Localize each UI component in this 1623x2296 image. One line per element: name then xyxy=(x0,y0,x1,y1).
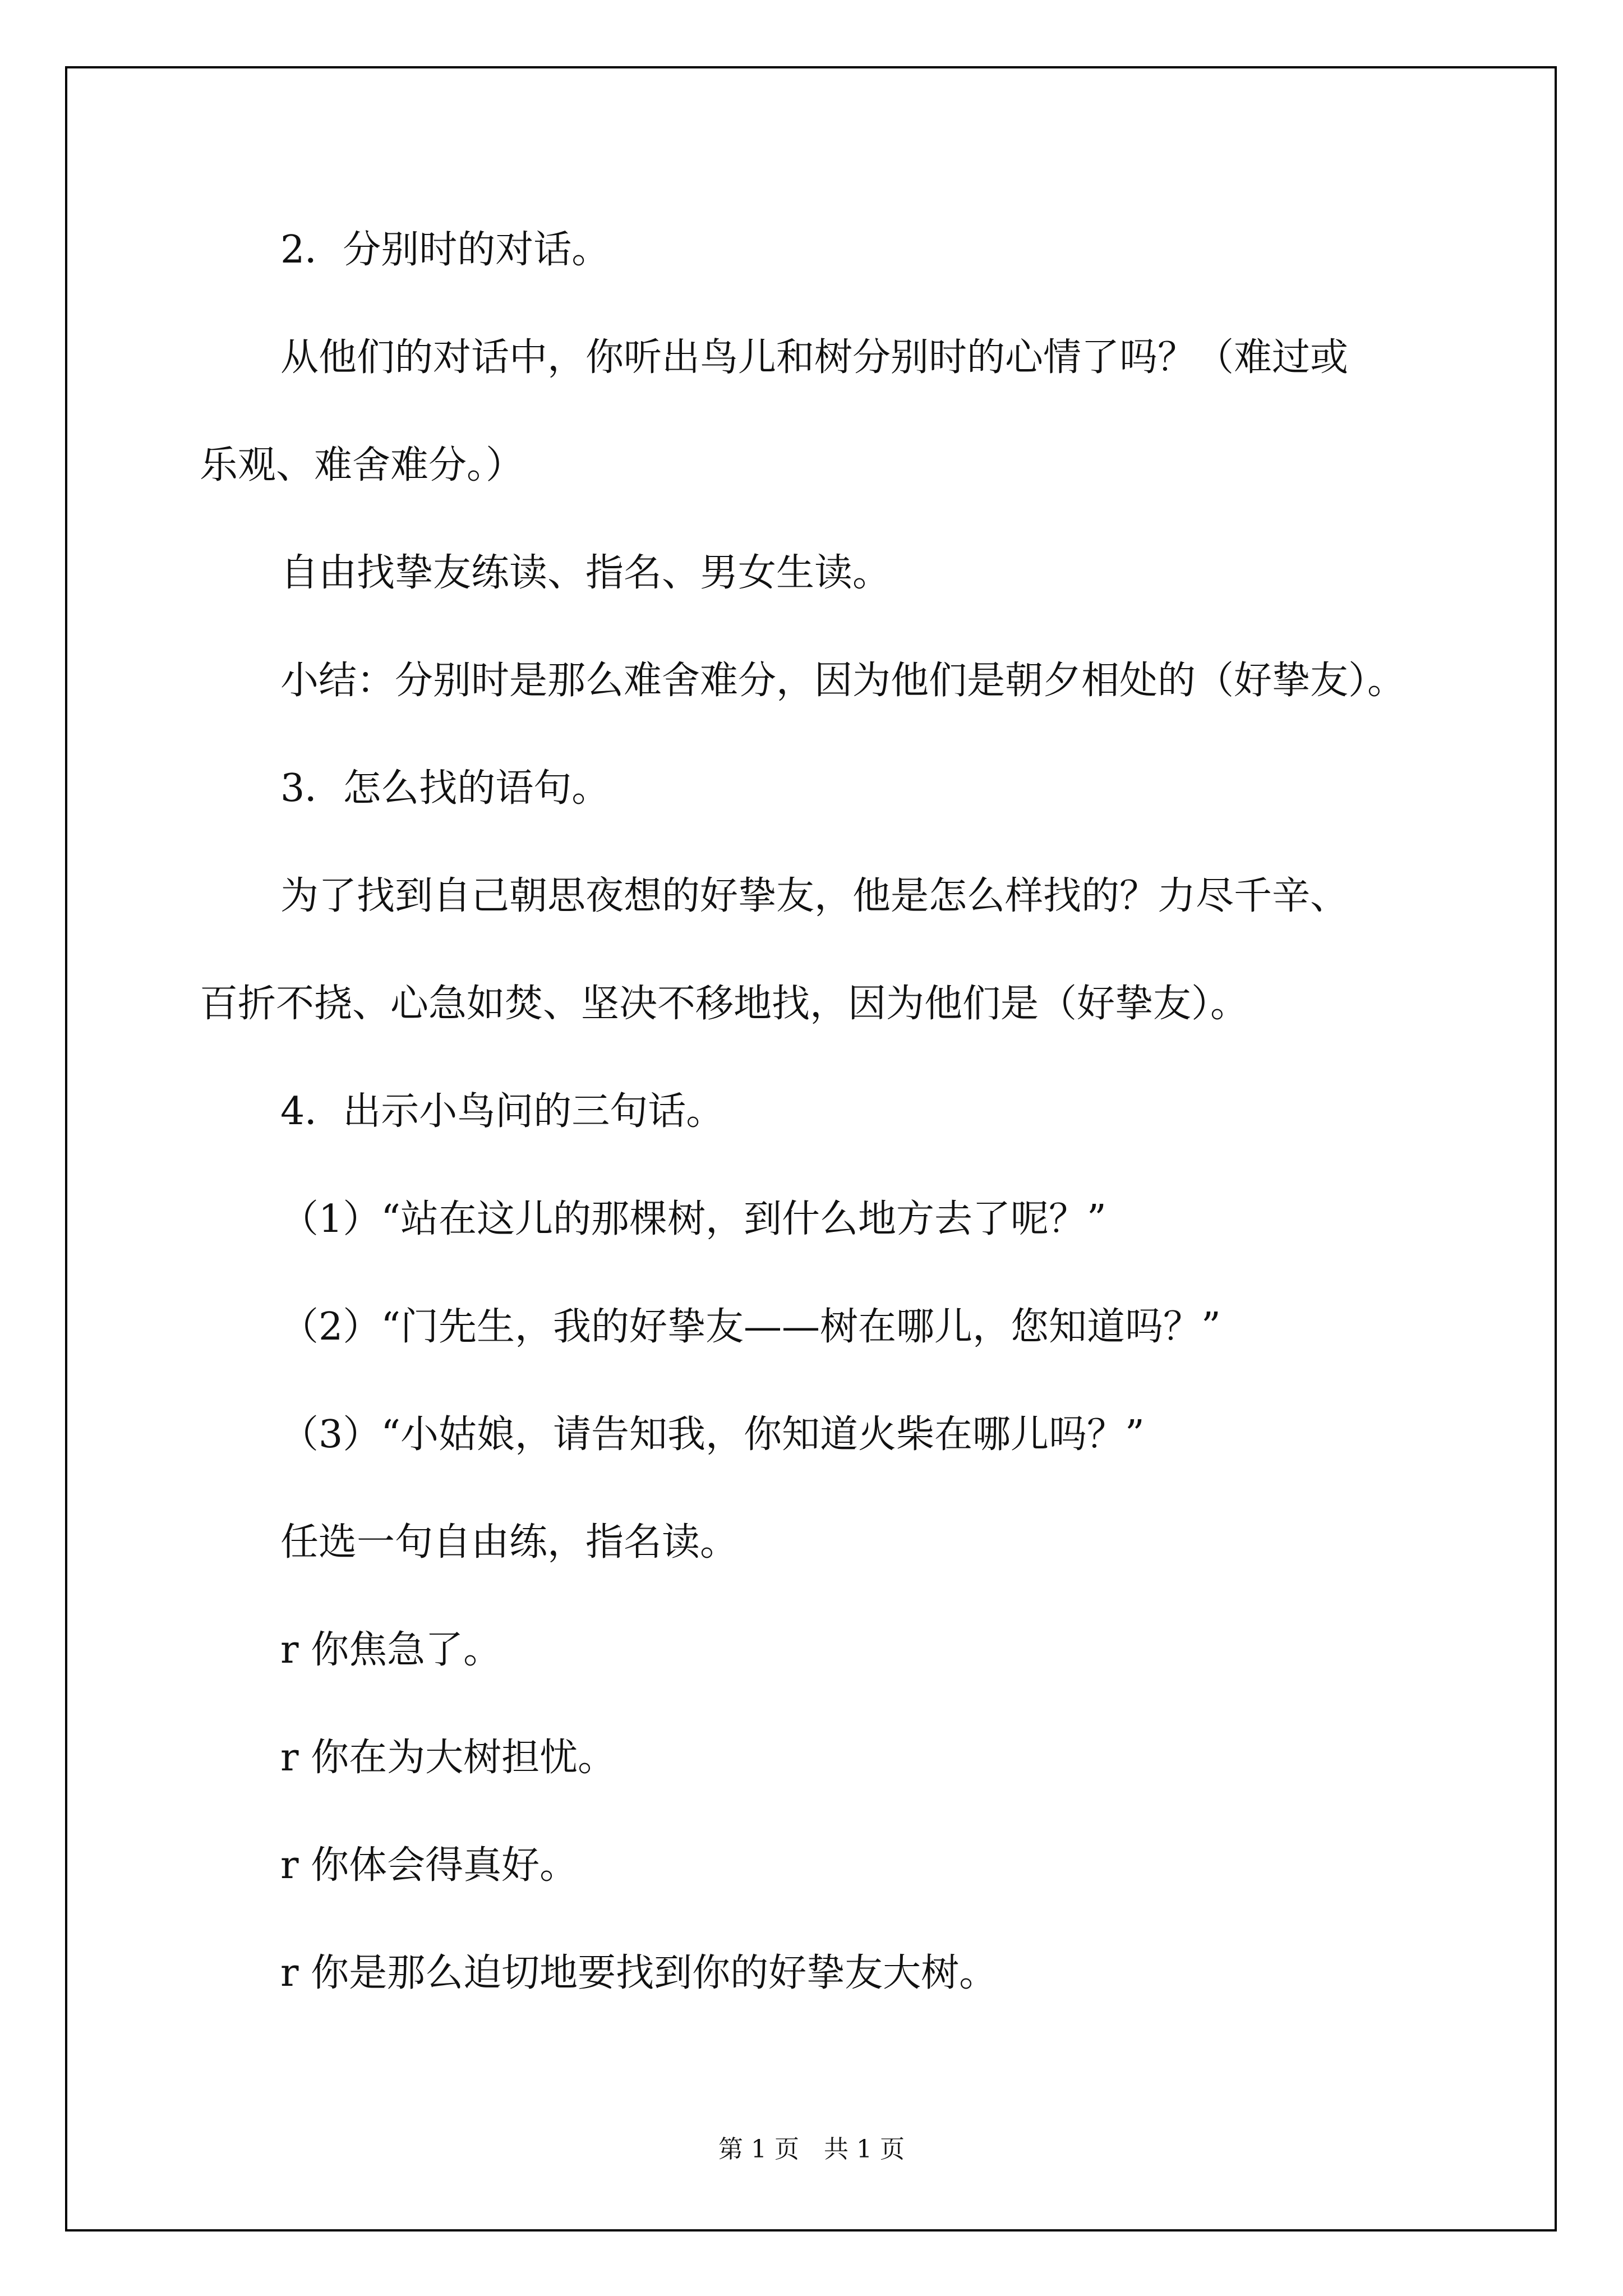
paragraph: 任选一句自由练，指名读。 xyxy=(280,1520,739,1565)
paragraph: 乐观、难舍难分。） xyxy=(200,443,524,487)
page-number: 第 1 页 共 1 页 xyxy=(718,2135,905,2164)
paragraph: r 你焦急了。 xyxy=(280,1628,502,1672)
page-border xyxy=(65,66,1557,2231)
paragraph: （1）“站在这儿的那棵树，到什么地方去了呢？” xyxy=(280,1197,1106,1241)
paragraph: r 你是那么迫切地要找到你的好挚友大树。 xyxy=(280,1951,998,1995)
paragraph: 3．怎么找的语句。 xyxy=(280,766,610,811)
paragraph: （3）“小姑娘，请告知我，你知道火柴在哪儿吗？” xyxy=(280,1412,1145,1457)
paragraph: 从他们的对话中，你听出鸟儿和树分别时的心情了吗？（难过或 xyxy=(280,335,1349,380)
paragraph: 百折不挠、心急如焚、坚决不移地找，因为他们是（好挚友）。 xyxy=(200,982,1249,1026)
paragraph: 4．出示小鸟问的三句话。 xyxy=(280,1089,725,1134)
paragraph: 自由找挚友练读、指名、男女生读。 xyxy=(280,551,891,595)
paragraph: 2．分别时的对话。 xyxy=(280,228,610,272)
paragraph: r 你体会得真好。 xyxy=(280,1843,578,1888)
paragraph: （2）“门先生，我的好挚友——树在哪儿，您知道吗？” xyxy=(280,1305,1221,1349)
paragraph: 为了找到自己朝思夜想的好挚友，他是怎么样找的？力尽千辛、 xyxy=(280,874,1349,918)
paragraph: r 你在为大树担忧。 xyxy=(280,1736,616,1780)
paragraph: 小结：分别时是那么难舍难分，因为他们是朝夕相处的（好挚友）。 xyxy=(280,659,1406,703)
